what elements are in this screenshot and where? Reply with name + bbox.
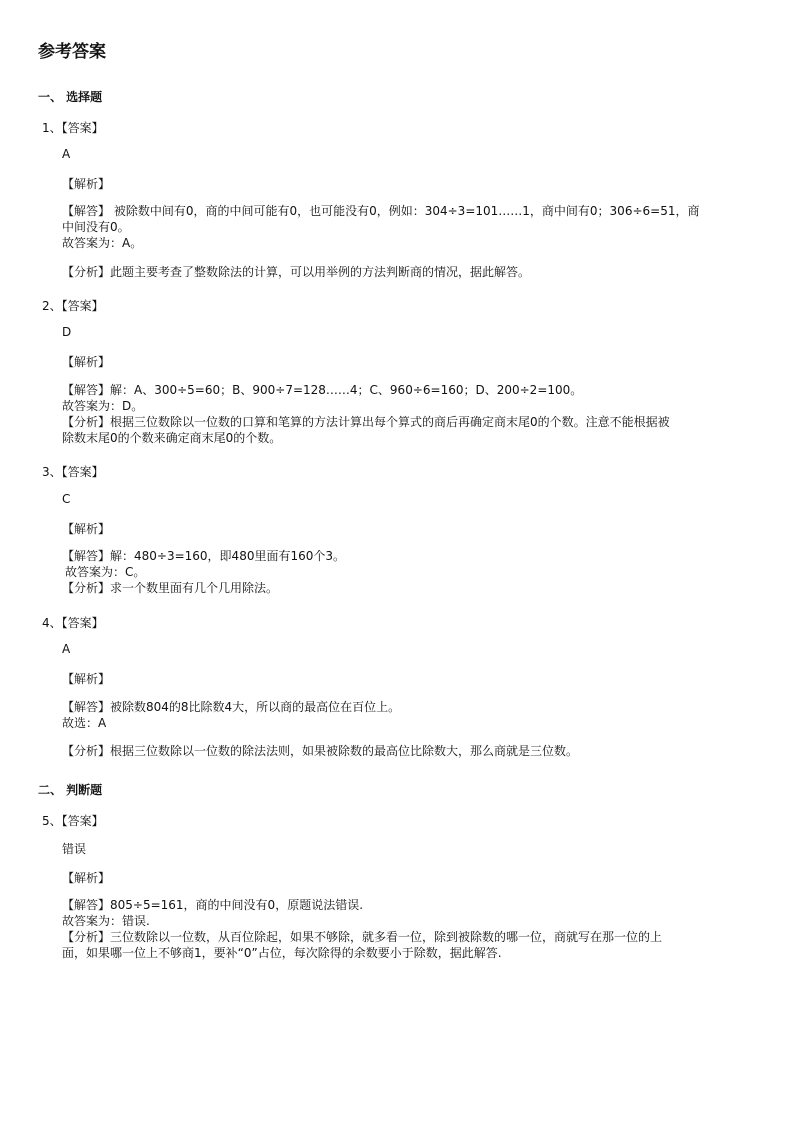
explanation-line: 故选：A — [62, 716, 107, 730]
explanation-line: 【分析】根据三位数除以一位数的口算和笔算的方法计算出每个算式的商后再确定商末尾0的个数。注意不能根据被 — [62, 415, 670, 429]
answer-value: D — [62, 325, 72, 339]
explanation-line: 故答案为：A。 — [62, 236, 143, 250]
explanation-line: 除数末尾0的个数来确定商末尾0的个数。 — [62, 431, 282, 445]
explanation-line: 中间没有0。 — [62, 220, 130, 234]
explanation-line: 故答案为：C。 — [65, 565, 146, 579]
question-label: 4、【答案】 — [42, 616, 104, 630]
explanation-line: 【分析】根据三位数除以一位数的除法法则，如果被除数的最高位比除数大，那么商就是三位数。 — [62, 744, 579, 758]
explanation-line: 故答案为：错误. — [62, 914, 150, 928]
question-label: 1、【答案】 — [42, 121, 104, 135]
analysis-heading: 【解析】 — [62, 672, 111, 686]
question-label: 3、【答案】 — [42, 465, 104, 479]
explanation-line: 【解答】被除数804的8比除数4大，所以商的最高位在百位上。 — [62, 700, 401, 714]
question-label: 5、【答案】 — [42, 814, 104, 828]
explanation-line: 【分析】三位数除以一位数，从百位除起，如果不够除，就多看一位，除到被除数的哪一位，商就写在那一位的上 — [62, 930, 663, 944]
explanation-line: 【解答】解：480÷3=160，即480里面有160个3。 — [62, 549, 345, 563]
explanation-line: 【分析】此题主要考查了整数除法的计算，可以用举例的方法判断商的情况，据此解答。 — [62, 265, 531, 279]
analysis-heading: 【解析】 — [62, 871, 111, 885]
answer-value: A — [62, 147, 71, 161]
question-label: 2、【答案】 — [42, 299, 104, 313]
explanation-line: 面，如果哪一位上不够商1，要补“0”占位，每次除得的余数要小于除数，据此解答. — [62, 946, 502, 960]
section-heading-judgment: 二、 判断题 — [38, 783, 103, 797]
analysis-heading: 【解析】 — [62, 522, 111, 536]
answer-value: 错误 — [62, 842, 87, 856]
explanation-line: 故答案为：D。 — [62, 399, 144, 413]
page-title: 参考答案 — [38, 42, 106, 62]
answer-value: C — [62, 492, 71, 506]
explanation-line: 【解答】解：A、300÷5=60；B、900÷7=128……4；C、960÷6=160；D、200÷2=100。 — [62, 383, 583, 397]
explanation-line: 【分析】求一个数里面有几个几用除法。 — [62, 581, 279, 595]
analysis-heading: 【解析】 — [62, 355, 111, 369]
section-heading-choice: 一、 选择题 — [38, 90, 103, 104]
analysis-heading: 【解析】 — [62, 177, 111, 191]
explanation-line: 【解答】 被除数中间有0，商的中间可能有0，也可能没有0，例如：304÷3=101……1，商中间有0；306÷6=51，商 — [62, 204, 700, 218]
answer-value: A — [62, 642, 71, 656]
explanation-line: 【解答】805÷5=161，商的中间没有0，原题说法错误. — [62, 898, 364, 912]
